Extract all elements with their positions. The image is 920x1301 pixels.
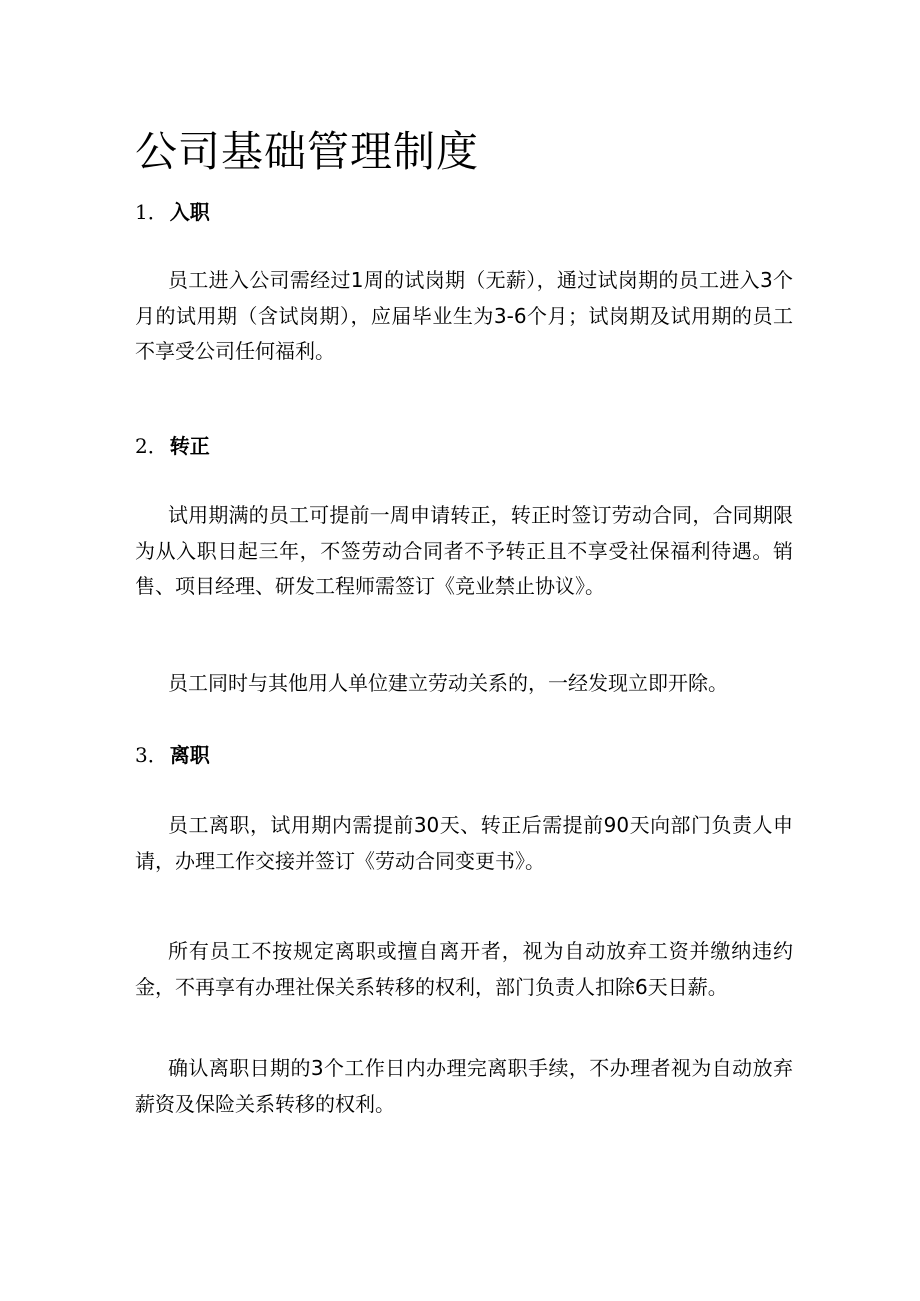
paragraph-resignation-notice: 员工离职，试用期内需提前30天、转正后需提前90天向部门负责人申请，办理工作交接并签订《劳动合同变更书》。 (135, 813, 793, 873)
section-title: 入职 (169, 200, 210, 224)
section-number: 2． (135, 434, 168, 458)
paragraph-dual-employment-rule: 员工同时与其他用人单位建立劳动关系的，一经发现立即开除。 (168, 671, 728, 695)
section-title: 转正 (169, 434, 210, 458)
section-heading-resignation (135, 741, 210, 769)
paragraph-resignation-procedure: 确认离职日期的3个工作日内办理完离职手续，不办理者视为自动放弃薪资及保险关系转移的权利。 (135, 1056, 793, 1116)
paragraph-regularization-policy: 试用期满的员工可提前一周申请转正，转正时签订劳动合同，合同期限为从入职日起三年，不签劳动合同者不予转正且不享受社保福利待遇。销售、项目经理、研发工程师需签订《竞业禁止协议》。 (135, 503, 793, 598)
section-number: 1． (135, 200, 168, 224)
section-number: 3． (135, 743, 168, 767)
paragraph-unauthorized-leave: 所有员工不按规定离职或擅自离开者，视为自动放弃工资并缴纳违约金，不再享有办理社保关系转移的权利，部门负责人扣除6天日薪。 (135, 939, 793, 999)
document-title: 公司基础管理制度 (135, 127, 480, 176)
paragraph-onboarding-policy: 员工进入公司需经过1周的试岗期（无薪），通过试岗期的员工进入3个月的试用期（含试岗期），应届毕业生为3-6个月；试岗期及试用期的员工不享受公司任何福利。 (135, 268, 793, 363)
section-heading-onboarding (135, 198, 210, 226)
section-heading-regularization (135, 432, 210, 460)
section-title: 离职 (169, 743, 210, 767)
